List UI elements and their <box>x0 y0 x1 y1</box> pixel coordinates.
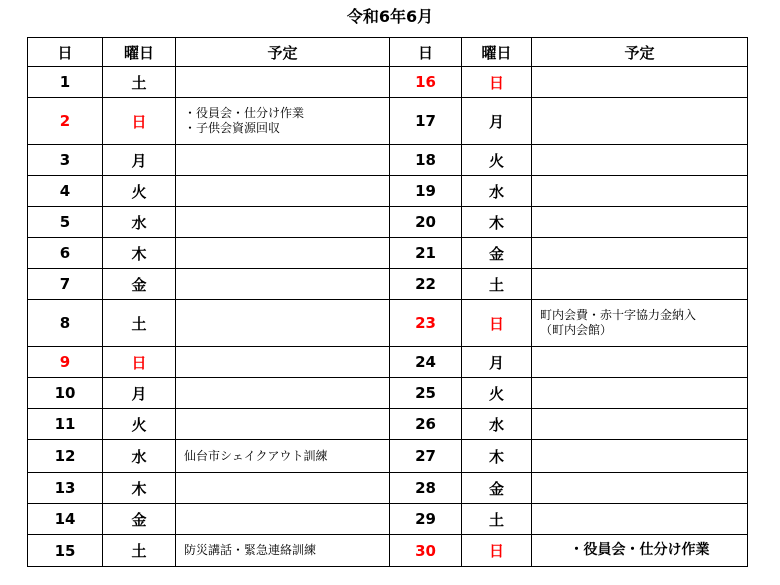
schedule-cell <box>176 300 390 347</box>
day-cell: 9 <box>28 347 103 378</box>
weekday-cell: 火 <box>103 176 176 207</box>
schedule-cell <box>532 409 748 440</box>
schedule-cell <box>176 238 390 269</box>
weekday-cell: 月 <box>103 145 176 176</box>
schedule-note: ・役員会・仕分け作業 <box>569 542 710 558</box>
weekday-cell: 土 <box>103 535 176 567</box>
day-cell: 3 <box>28 145 103 176</box>
schedule-cell <box>176 504 390 535</box>
weekday-cell: 土 <box>462 269 532 300</box>
schedule-note: 防災講話・緊急連絡訓練 <box>184 543 317 557</box>
schedule-note: 仙台市シェイクアウト訓練 <box>184 448 328 463</box>
table-row <box>28 409 748 440</box>
schedule-cell <box>176 98 390 145</box>
weekday-cell: 日 <box>103 98 176 145</box>
weekday-cell: 月 <box>462 98 532 145</box>
weekday-cell: 水 <box>462 409 532 440</box>
day-cell: 10 <box>28 378 103 409</box>
table-row <box>28 300 748 347</box>
schedule-cell <box>532 473 748 504</box>
schedule-cell <box>532 176 748 207</box>
day-cell: 1 <box>28 67 103 98</box>
day-cell: 30 <box>390 535 462 567</box>
weekday-cell: 月 <box>103 378 176 409</box>
schedule-cell <box>176 440 390 473</box>
weekday-cell: 土 <box>103 67 176 98</box>
header-row <box>28 38 748 67</box>
schedule-cell <box>532 238 748 269</box>
table-body <box>28 67 748 567</box>
weekday-cell: 日 <box>462 535 532 567</box>
day-cell: 29 <box>390 504 462 535</box>
weekday-cell: 金 <box>462 238 532 269</box>
schedule-cell <box>176 207 390 238</box>
schedule-cell <box>532 535 748 567</box>
weekday-cell: 火 <box>462 378 532 409</box>
table-row <box>28 238 748 269</box>
day-cell: 14 <box>28 504 103 535</box>
schedule-note: ・役員会・仕分け作業 <box>184 106 305 120</box>
day-cell: 16 <box>390 67 462 98</box>
day-cell: 26 <box>390 409 462 440</box>
header-weekday-left: 曜日 <box>103 38 176 67</box>
schedule-note: 町内会費・赤十字協力金納入 <box>540 308 697 322</box>
schedule-cell <box>176 473 390 504</box>
schedule-cell <box>532 504 748 535</box>
table-row <box>28 176 748 207</box>
day-cell: 22 <box>390 269 462 300</box>
weekday-cell: 火 <box>462 145 532 176</box>
day-cell: 25 <box>390 378 462 409</box>
table-row <box>28 269 748 300</box>
table-row <box>28 67 748 98</box>
header-day-right: 日 <box>390 38 462 67</box>
table-header <box>28 38 748 67</box>
schedule-note: ・子供会資源回収 <box>184 121 281 135</box>
schedule-cell <box>532 347 748 378</box>
weekday-cell: 金 <box>103 269 176 300</box>
weekday-cell: 木 <box>103 473 176 504</box>
weekday-cell: 土 <box>103 300 176 347</box>
day-cell: 17 <box>390 98 462 145</box>
day-cell: 11 <box>28 409 103 440</box>
day-cell: 21 <box>390 238 462 269</box>
day-cell: 8 <box>28 300 103 347</box>
schedule-cell <box>176 176 390 207</box>
schedule-cell <box>176 347 390 378</box>
schedule-cell <box>176 145 390 176</box>
day-cell: 6 <box>28 238 103 269</box>
day-cell: 5 <box>28 207 103 238</box>
weekday-cell: 金 <box>103 504 176 535</box>
day-cell: 19 <box>390 176 462 207</box>
weekday-cell: 水 <box>462 176 532 207</box>
schedule-cell <box>176 67 390 98</box>
weekday-cell: 水 <box>103 207 176 238</box>
schedule-cell <box>532 269 748 300</box>
weekday-cell: 木 <box>462 440 532 473</box>
header-schedule-right: 予定 <box>532 38 748 67</box>
weekday-cell: 日 <box>103 347 176 378</box>
table-row <box>28 504 748 535</box>
day-cell: 18 <box>390 145 462 176</box>
schedule-cell <box>532 207 748 238</box>
header-day-left: 日 <box>28 38 103 67</box>
table-row <box>28 378 748 409</box>
weekday-cell: 木 <box>462 207 532 238</box>
weekday-cell: 火 <box>103 409 176 440</box>
schedule-cell <box>532 378 748 409</box>
schedule-note: （町内会館） <box>540 323 613 337</box>
day-cell: 20 <box>390 207 462 238</box>
schedule-cell <box>532 67 748 98</box>
schedule-table <box>27 37 748 567</box>
day-cell: 7 <box>28 269 103 300</box>
table-row <box>28 98 748 145</box>
day-cell: 27 <box>390 440 462 473</box>
day-cell: 28 <box>390 473 462 504</box>
schedule-cell <box>532 98 748 145</box>
header-weekday-right: 曜日 <box>462 38 532 67</box>
table-row <box>28 473 748 504</box>
day-cell: 12 <box>28 440 103 473</box>
day-cell: 13 <box>28 473 103 504</box>
table-row <box>28 145 748 176</box>
weekday-cell: 木 <box>103 238 176 269</box>
table-row <box>28 535 748 567</box>
schedule-cell <box>176 378 390 409</box>
weekday-cell: 日 <box>462 300 532 347</box>
schedule-cell <box>532 145 748 176</box>
day-cell: 4 <box>28 176 103 207</box>
schedule-cell <box>532 300 748 347</box>
schedule-cell <box>532 440 748 473</box>
day-cell: 2 <box>28 98 103 145</box>
day-cell: 15 <box>28 535 103 567</box>
header-schedule-left: 予定 <box>176 38 390 67</box>
schedule-cell <box>176 269 390 300</box>
schedule-cell <box>176 535 390 567</box>
weekday-cell: 金 <box>462 473 532 504</box>
page-title: 令和6年6月 <box>346 7 434 26</box>
weekday-cell: 水 <box>103 440 176 473</box>
day-cell: 24 <box>390 347 462 378</box>
weekday-cell: 日 <box>462 67 532 98</box>
weekday-cell: 土 <box>462 504 532 535</box>
table-row <box>28 440 748 473</box>
day-cell: 23 <box>390 300 462 347</box>
table-row <box>28 207 748 238</box>
table-row <box>28 347 748 378</box>
weekday-cell: 月 <box>462 347 532 378</box>
schedule-cell <box>176 409 390 440</box>
